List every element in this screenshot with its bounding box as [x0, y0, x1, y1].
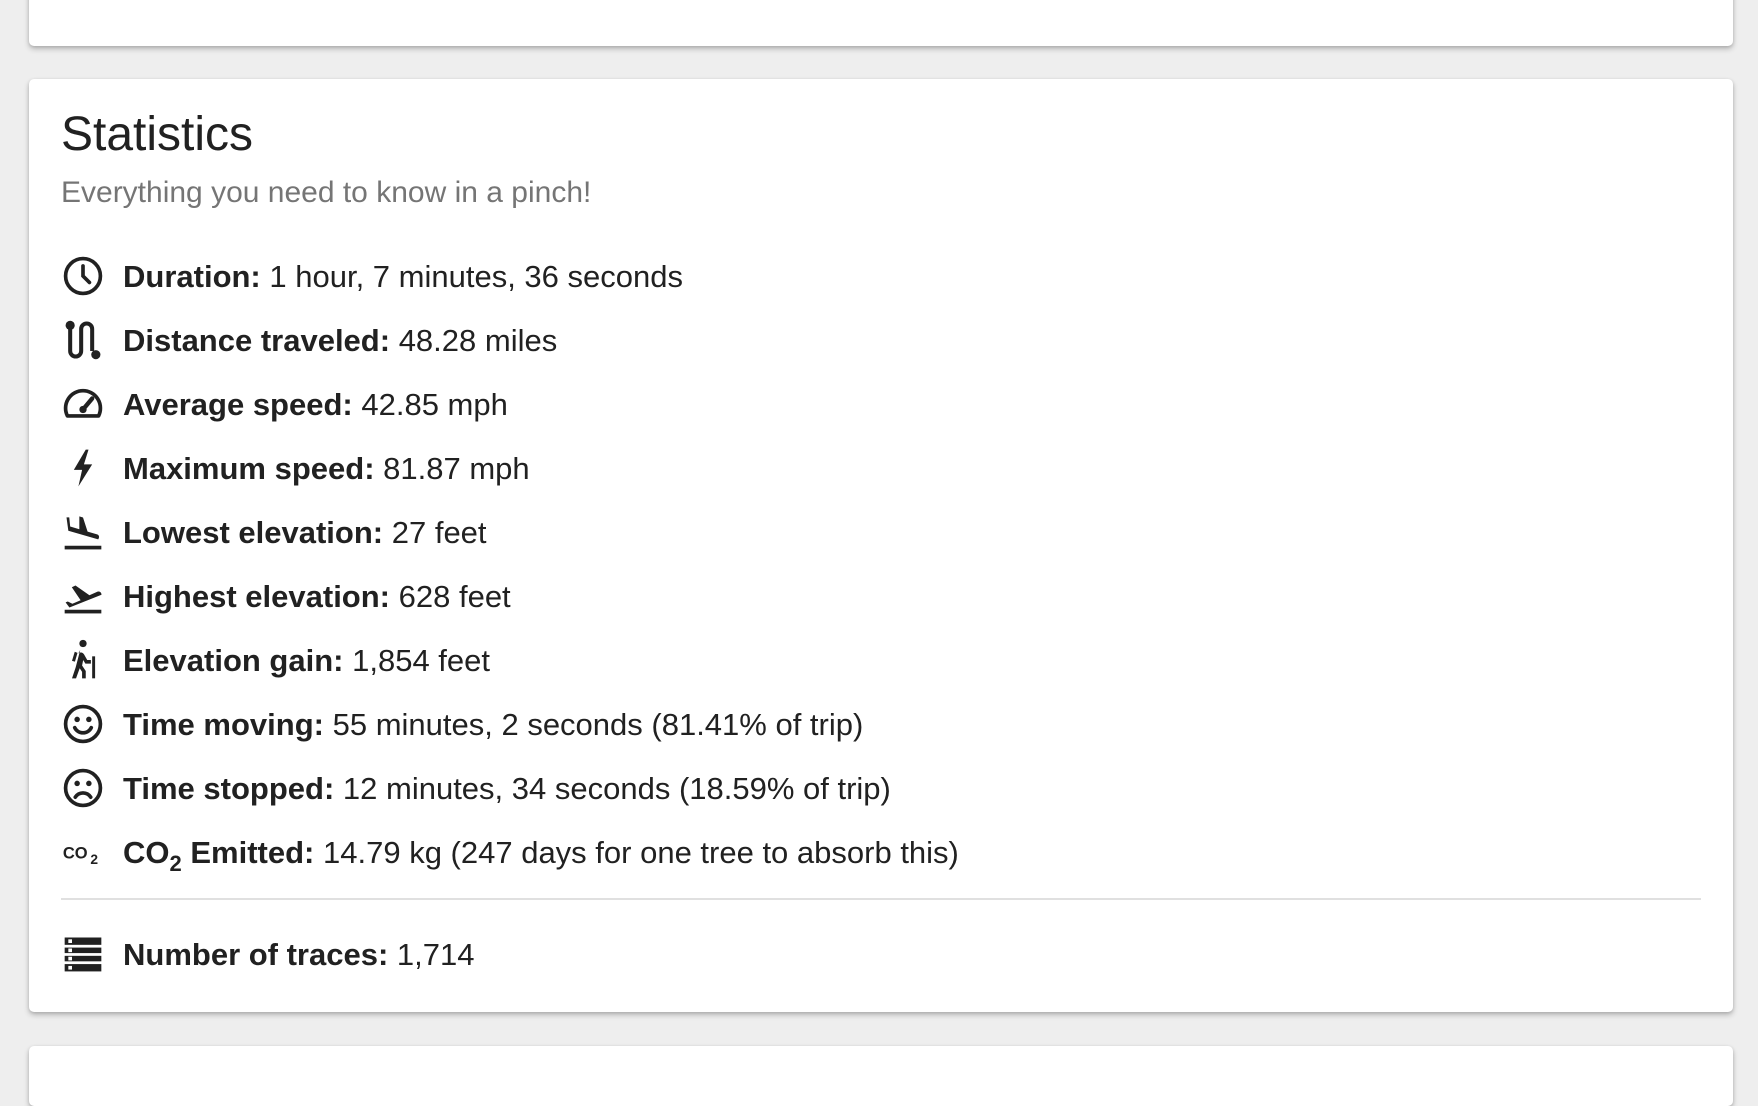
- stat-time-moving: [61, 692, 1701, 756]
- stat-maximum-speed: [61, 436, 1701, 500]
- stat-value: 1,854 feet: [352, 642, 491, 678]
- stat-value: 1 hour, 7 minutes, 36 seconds: [269, 258, 683, 294]
- statistics-card: [29, 79, 1733, 1012]
- stat-lowest-elevation: [61, 500, 1701, 564]
- stat-value: 628 feet: [398, 578, 511, 614]
- stat-number-of-traces: [61, 922, 1701, 986]
- stat-label: Elevation gain:: [123, 642, 344, 678]
- next-card: [29, 1046, 1733, 1106]
- stat-label: Average speed:: [123, 386, 353, 422]
- stat-distance: [61, 308, 1701, 372]
- stat-label: Number of traces:: [123, 936, 389, 972]
- stat-value: 14.79 kg (247 days for one tree to absorb this): [323, 834, 959, 870]
- stat-average-speed: [61, 372, 1701, 436]
- sad-face-icon: [61, 766, 105, 810]
- happy-face-icon: [61, 702, 105, 746]
- stat-label: Duration:: [123, 258, 261, 294]
- airplane-landing-icon: [61, 510, 105, 554]
- stat-value: 42.85 mph: [361, 386, 508, 422]
- stat-label: $CO_2$ Emitted:: [123, 834, 315, 876]
- stat-value: 1,714: [396, 936, 475, 972]
- stat-time-stopped: [61, 756, 1701, 820]
- stat-duration: [61, 244, 1701, 308]
- route-icon: [61, 318, 105, 362]
- stat-value: 55 minutes, 2 seconds (81.41% of trip): [332, 706, 864, 742]
- stat-label: Time stopped:: [123, 770, 335, 806]
- svg-text:CO: CO: [62, 844, 88, 863]
- stat-value: 27 feet: [391, 514, 487, 550]
- svg-text:2: 2: [90, 851, 98, 867]
- hiking-icon: [61, 638, 105, 682]
- stat-label: Time moving:: [123, 706, 324, 742]
- stat-label: Maximum speed:: [123, 450, 375, 486]
- divider: [61, 898, 1701, 900]
- lightning-bolt-icon: [61, 446, 105, 490]
- stat-label: Highest elevation:: [123, 578, 390, 614]
- previous-card: [29, 0, 1733, 46]
- clock-icon: [61, 254, 105, 298]
- stat-value: 48.28 miles: [398, 322, 558, 358]
- card-subtitle: Everything you need to know in a pinch!: [61, 176, 592, 209]
- stat-value: 12 minutes, 34 seconds (18.59% of trip): [342, 770, 891, 806]
- statistics-list: [61, 244, 1701, 986]
- stat-co2-emitted: [61, 820, 1701, 884]
- stat-highest-elevation: [61, 564, 1701, 628]
- card-title: Statistics: [61, 108, 254, 161]
- speedometer-icon: [61, 382, 105, 426]
- list-icon: [61, 932, 105, 976]
- stat-label: Distance traveled:: [123, 322, 391, 358]
- stat-elevation-gain: [61, 628, 1701, 692]
- airplane-takeoff-icon: [61, 574, 105, 618]
- stat-value: 81.87 mph: [383, 450, 530, 486]
- co2-icon: [61, 830, 105, 874]
- stat-label: Lowest elevation:: [123, 514, 384, 550]
